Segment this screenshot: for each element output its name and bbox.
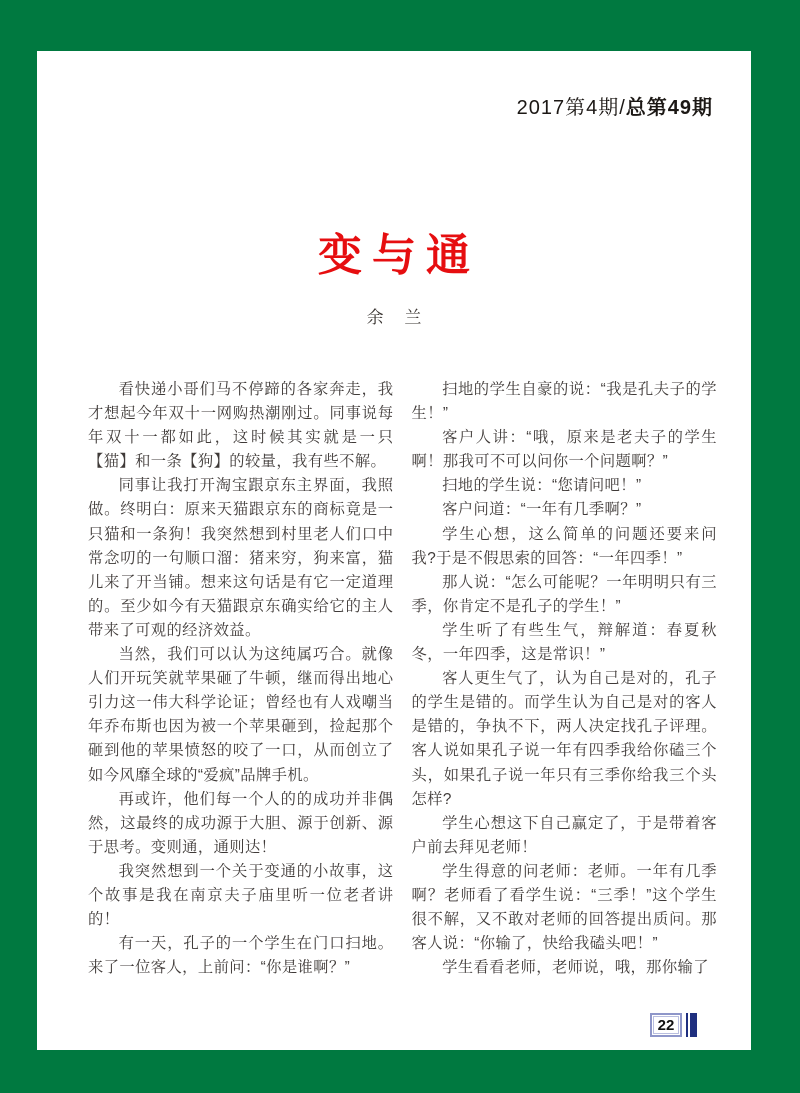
footer-decoration-thin-bar xyxy=(686,1013,688,1037)
paragraph: 客户问道：“一年有几季啊？” xyxy=(442,501,642,519)
issue-info xyxy=(517,91,713,120)
paragraph: 学生得意的问老师：老师。一年有几季啊？老师看了看学生说：“三季！”这个学生很不解，又不敢对老师的回答提出质问。那客人说：“你输了，快给我磕头吧！” xyxy=(411,862,717,953)
paragraph: 扫地的学生说：“您请问吧！” xyxy=(442,477,642,495)
article-title: 变与通 xyxy=(318,231,480,280)
paragraph: 学生心想，这么简单的问题还要来问我?于是不假思索的回答：“一年四季！” xyxy=(411,525,717,567)
paragraph: 那人说：“怎么可能呢？一年明明只有三季，你肯定不是孔子的学生！” xyxy=(411,573,717,615)
paragraph: 客人更生气了，认为自己是对的，孔子的学生是错的。而学生认为自己是对的客人是错的，争执不下，两人决定找孔子评理。客人说如果孔子说一年有四季我给你磕三个头，如果孔子说一年只有三季你给我三个头怎样? xyxy=(411,670,717,808)
article-author: 余 兰 xyxy=(366,308,430,327)
paragraph: 当然，我们可以认为这纯属巧合。就像人们开玩笑就苹果砸了牛顿，继而得出地心引力这一伟大科学论证；曾经也有人戏嘲当年乔布斯也因为被一个苹果砸到，捡起那个砸到他的苹果愤怒的咬了一口，从而创立了如今风靡全球的“爱疯”品牌手机。 xyxy=(88,646,394,784)
paragraph: 再或许，他们每一个人的的成功并非偶然，这最终的成功源于大胆、源于创新、源于思考。变则通，通则达！ xyxy=(88,790,394,856)
page-number-badge xyxy=(650,1013,682,1037)
page-footer xyxy=(650,1013,697,1037)
magazine-page xyxy=(37,51,751,1050)
issue-info-number: 总第49期 xyxy=(625,97,713,119)
paragraph: 看快递小哥们马不停蹄的各家奔走，我才想起今年双十一网购热潮刚过。同事说每年双十一都如此，这时候其实就是一只【猫】和一条【狗】的较量，我有些不解。 xyxy=(88,381,394,471)
paragraph: 学生看看老师，老师说，哦，那你输了 xyxy=(442,959,709,977)
left-column xyxy=(88,378,394,980)
right-column xyxy=(412,378,718,980)
article-body xyxy=(88,378,717,980)
paragraph: 同事让我打开淘宝跟京东主界面，我照做。终明白：原来天猫跟京东的商标竟是一只猫和一条狗！我突然想到村里老人们口中常念叨的一句顺口溜：猪来穷，狗来富，猫儿来了开当铺。想来这句话是有它一定道理的。至少如今有天猫跟京东确实给它的主人带来了可观的经济效益。 xyxy=(88,477,394,639)
paragraph: 有一天，孔子的一个学生在门口扫地。来了一位客人，上前问：“你是谁啊？” xyxy=(88,935,394,977)
footer-decoration-thick-bar xyxy=(690,1013,697,1037)
paragraph: 客户人讲：“哦，原来是老夫子的学生啊！那我可不可以问你一个问题啊？” xyxy=(411,429,717,471)
paragraph: 我突然想到一个关于变通的小故事，这个故事是我在南京夫子庙里听一位老者讲的！ xyxy=(88,862,394,929)
paragraph: 学生心想这下自己赢定了，于是带着客户前去拜见老师！ xyxy=(411,814,717,856)
page-number: 22 xyxy=(657,1016,675,1034)
issue-info-prefix: 2017第4期/ xyxy=(516,97,626,119)
paragraph: 学生听了有些生气，辩解道：春夏秋冬，一年四季，这是常识！” xyxy=(411,621,717,664)
paragraph: 扫地的学生自豪的说：“我是孔夫子的学生！” xyxy=(411,381,717,423)
